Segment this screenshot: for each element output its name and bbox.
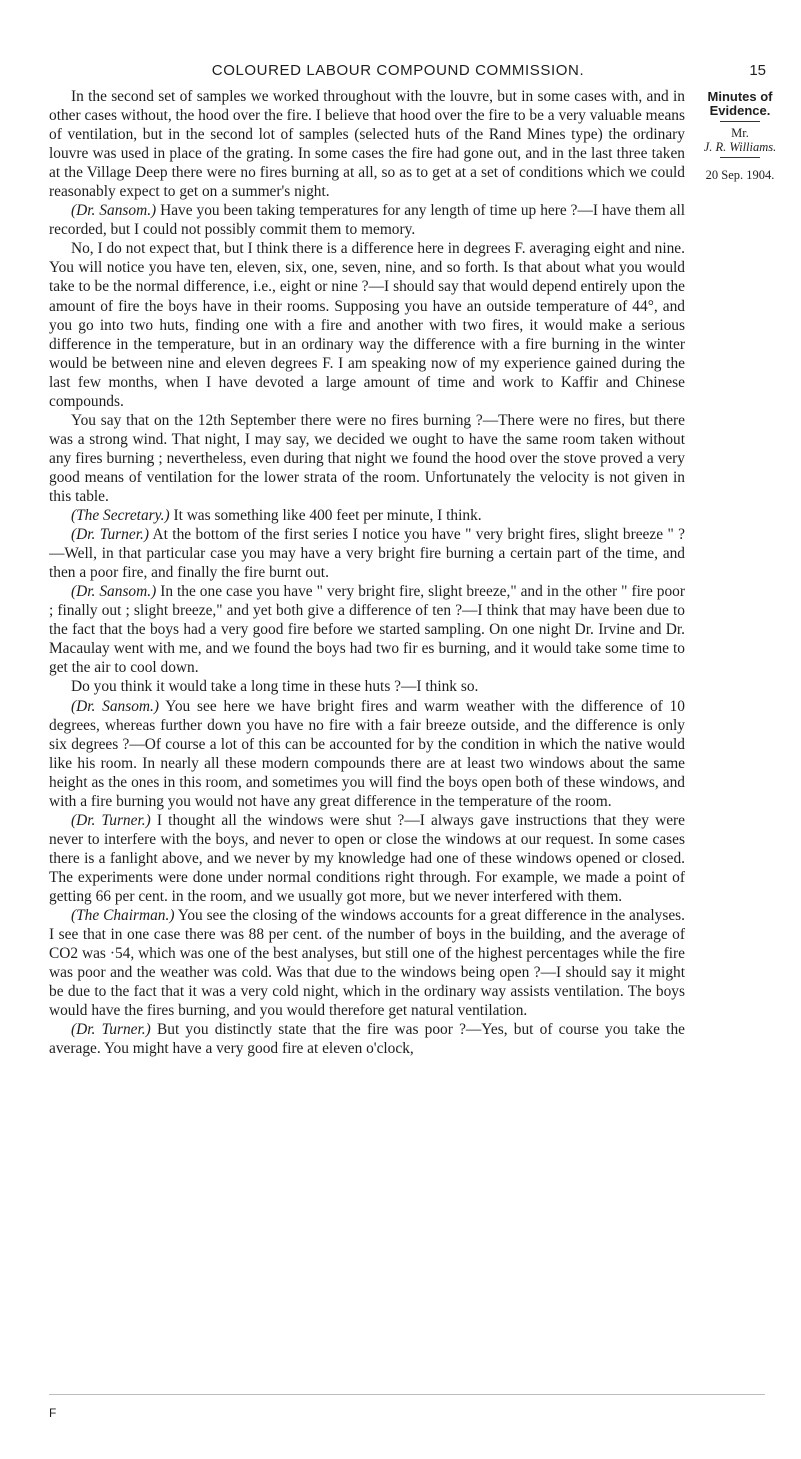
speaker-label: (Dr. Turner.) — [71, 1021, 151, 1039]
speaker-label: (Dr. Sansom.) — [71, 583, 157, 601]
paragraph-text: You see here we have bright fires and warm weather with the difference of 10 degrees, whereas further down you have no fire with a fair breeze outside, and the difference is only six degrees ?—Of course a lot of this can be accounted for by the condition in which the native would like his room. In nearly all these modern compounds there are at least two windows about the same height as the ones in this room, and sometimes you will find the boys open both of these windows, and with a fire burning you would not have any great difference in the temperature of the room. — [49, 697, 685, 810]
page-header — [30, 62, 766, 84]
paragraph — [49, 87, 685, 201]
paragraph-text: Have you been taking temperatures for any length of time up here ?—I have them all recorded, but I could not possibly commit them to memory. — [49, 202, 685, 239]
margin-witness-name: J. R. Williams. — [703, 140, 777, 154]
paragraph-text: You say that on the 12th September there were no fires burning ?—There were no fires, but there was a strong wind. That night, I may say, we decided we ought to have the same room taken without any fires burning ; nevertheless, even during that night we found the hood over the stove proved a very good means of ventilation for the lower strata of the room. Unfortunately the velocity is not given in this table. — [49, 411, 685, 505]
margin-rule — [720, 121, 760, 122]
signature-mark: F — [49, 1406, 57, 1420]
paragraph-text: Do you think it would take a long time in these huts ?—I think so. — [71, 678, 479, 696]
footer-rule — [49, 1394, 765, 1395]
page-number: 15 — [749, 62, 766, 79]
margin-date: 20 Sep. 1904. — [705, 168, 775, 182]
paragraph — [49, 525, 685, 582]
paragraph-text: You see the closing of the windows accounts for a great difference in the analyses. I see that in one case there was 88 per cent. of the number of boys in the building, and the average of CO2 was ·54, which was one of the best analyses, but still one of the highest percentages while the fire was poor and the weather was cold. Was that due to the windows being open ?—I should say it might be due to the fact that it was a very cold night, which in the ordinary way assists ventilation. The boys would have the fires burning, and you would therefore get natural ventilation. — [49, 907, 685, 1020]
margin-witness-prefix: Mr. — [731, 126, 749, 140]
paragraph — [49, 1020, 685, 1058]
paragraph — [49, 906, 685, 1020]
paragraph — [49, 411, 685, 506]
speaker-label: (Dr. Sansom.) — [71, 202, 157, 220]
paragraph — [49, 697, 685, 811]
paragraph — [49, 201, 685, 239]
paragraph-text: I thought all the windows were shut ?—I always gave instructions that they were never to interfere with the boys, and never to open or close the windows at our request. In some cases there is a fanlight above, and we never by my knowledge had one of these windows opened or closed. The experiments were done under normal conditions right through. For example, we made a point of getting 66 per cent. in the room, and we usually got more, but we never interfered with them. — [49, 811, 685, 905]
paragraph-text: At the bottom of the first series I notice you have " very bright fires, slight breeze " ?—Well, in that particular case you may have a very bright fire burning a certain part of the time, and then a poor fire, and finally the fire burnt out. — [49, 526, 685, 582]
paragraph-text: No, I do not expect that, but I think there is a difference here in degrees F. averaging eight and nine. You will notice you have ten, eleven, six, one, seven, nine, and so forth. Is that about what you would take to be the normal difference, i.e., eight or nine ?—I should say that would depend entirely upon the amount of fire the boys have in their rooms. Supposing you have an outside temperature of 44°, and you go into two huts, finding one with a fire and another with two fires, it would make a serious difference in the temperature, but in an ordinary way the difference with a fire burning in the winter would be between nine and eleven degrees F. I am speaking now of my experience gained during the last few months, when I have devoted a large amount of time and work to Kaffir and Chinese compounds. — [49, 240, 685, 410]
speaker-label: (The Chairman.) — [71, 907, 175, 925]
paragraph — [49, 582, 685, 677]
speaker-label: (Dr. Sansom.) — [71, 697, 160, 715]
paragraph — [49, 677, 685, 696]
body-text — [49, 87, 685, 1387]
speaker-label: (Dr. Turner.) — [71, 811, 151, 829]
running-title: COLOURED LABOUR COMPOUND COMMISSION. — [211, 62, 585, 79]
paragraph-text: But you distinctly state that the fire was poor ?—Yes, but of course you take the average. You might have a very good fire at eleven o'clock, — [49, 1021, 685, 1058]
paragraph — [49, 506, 685, 525]
paragraph — [49, 239, 685, 410]
margin-heading: Minutes of Evidence. — [707, 89, 773, 118]
paragraph-text: In the one case you have " very bright fire, slight breeze," and in the other " fire poor ; finally out ; slight breeze," and yet both give a difference of ten ?—I think that may have been due to the fact that the boys had a very good fire before we started sampling. On one night Dr. Irvine and Dr. Macaulay went with me, and we found the boys had two fir es burning, and it would take some time to get the air to cool down. — [49, 583, 685, 677]
margin-rule-2 — [720, 157, 760, 158]
paragraph-text: It was something like 400 feet per minute, I think. — [169, 507, 482, 525]
speaker-label: (Dr. Turner.) — [71, 526, 149, 544]
margin-notes — [694, 90, 786, 182]
paragraph-text: In the second set of samples we worked throughout with the louvre, but in some cases with, and in other cases without, the hood over the fire. I believe that hood over the fire to be a very valuable means of ventilation, but in the second lot of samples (selected huts of the Rand Mines type) the ordinary louvre was used in place of the grating. In some cases the fire had gone out, and in the last three taken at the Village Deep there were no fires burning at all, so as to get at a set of conditions which we could reasonably expect to get on a summer's night. — [49, 88, 685, 201]
paragraph — [49, 811, 685, 906]
speaker-label: (The Secretary.) — [71, 507, 170, 525]
